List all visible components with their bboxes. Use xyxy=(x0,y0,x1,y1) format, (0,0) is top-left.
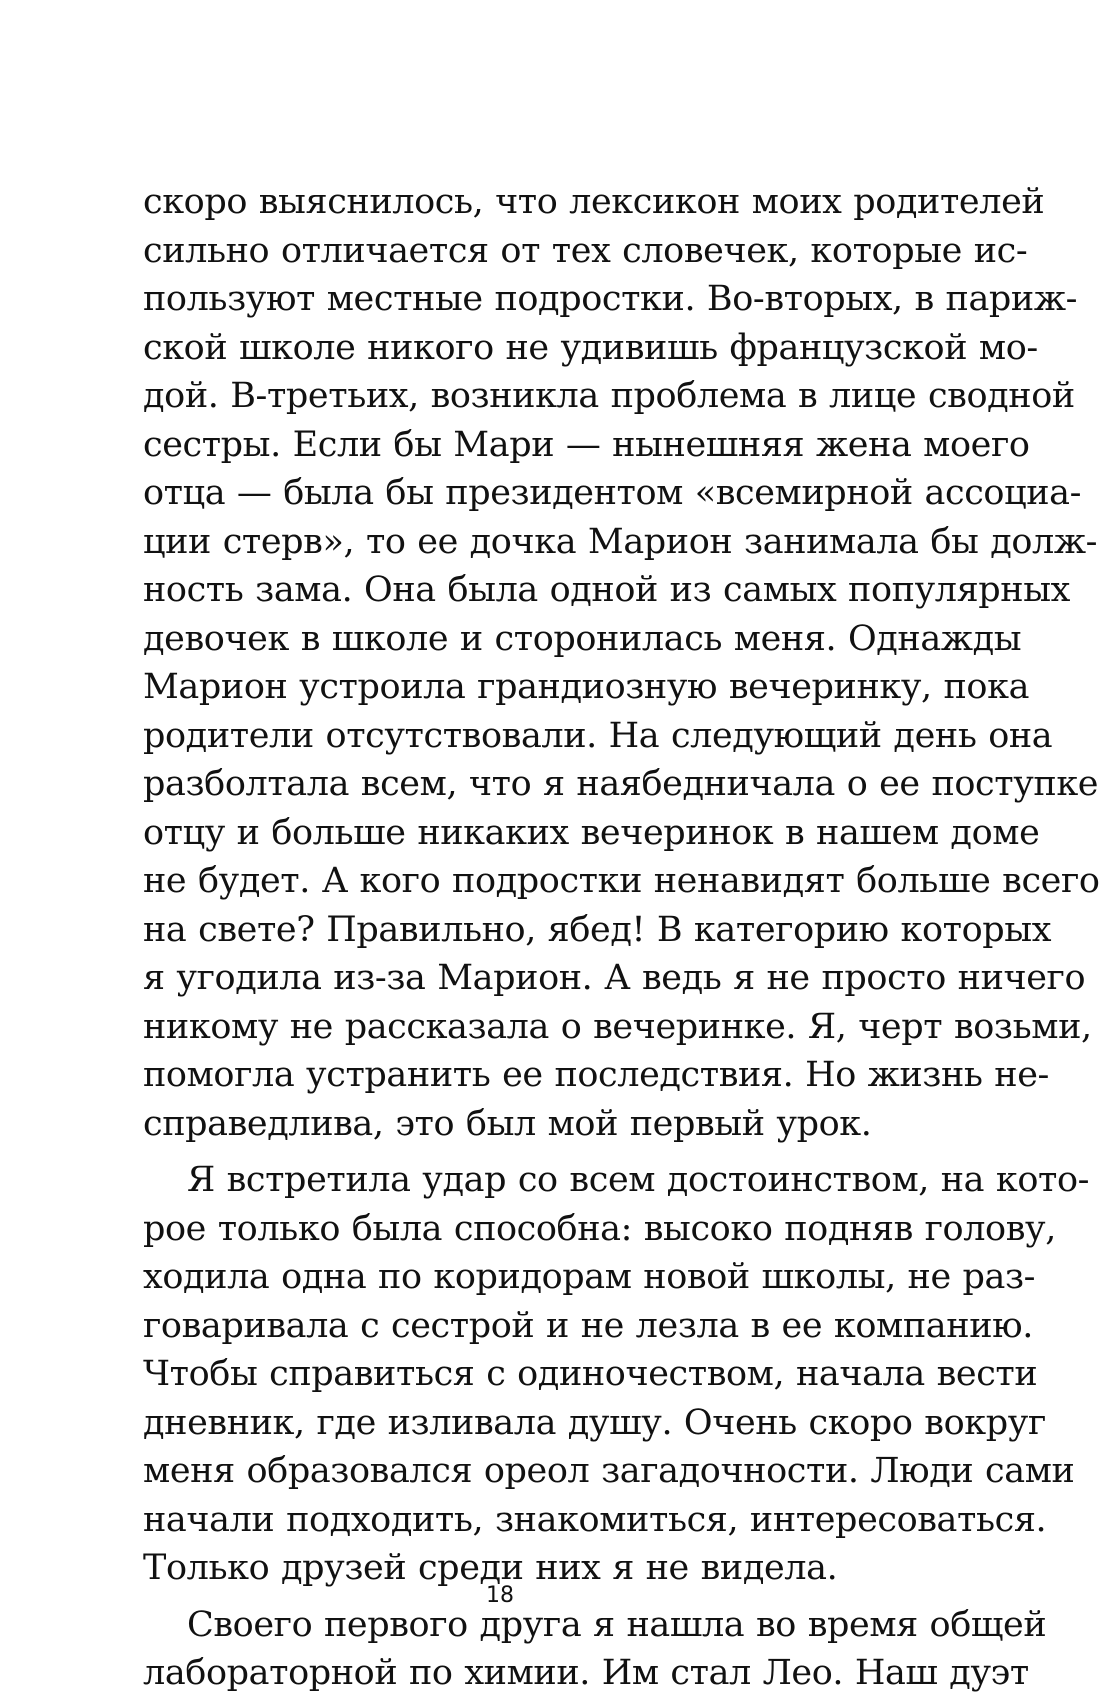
text-line: рое только была способна: высоко подняв голову, xyxy=(143,1208,1056,1249)
paragraph xyxy=(143,1156,1090,1593)
text-line: помогла устранить ее последствия. Но жизнь не- xyxy=(143,1055,1049,1095)
text-line: Я встретила удар со всем достоинством, на кото- xyxy=(187,1160,1090,1200)
text-line: начали подходить, знакомиться, интересоваться. xyxy=(143,1499,1047,1540)
text-line: Только друзей среди них я не видела. xyxy=(143,1548,838,1588)
text-line: никому не рассказала о вечеринке. Я, черт возьми, xyxy=(143,1006,1092,1047)
text-line: Марион устроила грандиозную вечеринку, пока xyxy=(143,667,1030,707)
text-line: пользуют местные подростки. Во-вторых, в париж- xyxy=(143,279,1078,319)
paragraph-gap xyxy=(143,1148,943,1156)
text-line: скоро выяснилось, что лексикон моих родителей xyxy=(143,182,1045,222)
text-line: отцу и больше никаких вечеринок в нашем доме xyxy=(143,812,1040,853)
paragraph xyxy=(143,178,1100,1148)
body-text xyxy=(143,178,1100,1698)
text-line: ской школе никого не удивишь французской мо- xyxy=(143,327,1038,368)
text-line: на свете? Правильно, ябед! В категорию которых xyxy=(143,909,1052,950)
text-line: сестры. Если бы Мари — нынешняя жена моего xyxy=(143,424,1030,465)
text-line: отца — была бы президентом «всемирной ассоциа- xyxy=(143,473,1082,513)
text-line: говаривала с сестрой и не лезла в ее компанию. xyxy=(143,1305,1033,1346)
page-number: 18 xyxy=(486,1583,514,1608)
text-line: не будет. А кого подростки ненавидят больше всего xyxy=(143,861,1100,901)
text-line: справедлива, это был мой первый урок. xyxy=(143,1103,872,1144)
text-line: я угодила из-за Марион. А ведь я не просто ничего xyxy=(143,958,1086,998)
text-line: меня образовался ореол загадочности. Люди сами xyxy=(143,1451,1075,1491)
text-line: ность зама. Она была одной из самых популярных xyxy=(143,570,1071,610)
text-line: ции стерв», то ее дочка Марион занимала бы долж- xyxy=(143,521,1098,562)
text-line: ходила одна по коридорам новой школы, не раз- xyxy=(143,1257,1036,1297)
text-line: дой. В-третьих, возникла проблема в лице сводной xyxy=(143,376,1075,416)
text-line: дневник, где изливала душу. Очень скоро вокруг xyxy=(143,1402,1046,1443)
text-line: сильно отличается от тех словечек, которые ис- xyxy=(143,230,1028,271)
paragraph xyxy=(143,1601,1047,1698)
text-line: родители отсутствовали. На следующий день она xyxy=(143,715,1053,756)
text-line: Чтобы справиться с одиночеством, начала вести xyxy=(143,1354,1038,1394)
text-line: девочек в школе и сторонилась меня. Однажды xyxy=(143,618,1022,659)
text-line: Своего первого друга я нашла во время общей xyxy=(187,1604,1047,1645)
text-line: лабораторной по химии. Им стал Лео. Наш дуэт xyxy=(143,1653,1029,1693)
text-line: разболтала всем, что я наябедничала о ее поступке xyxy=(143,764,1099,804)
